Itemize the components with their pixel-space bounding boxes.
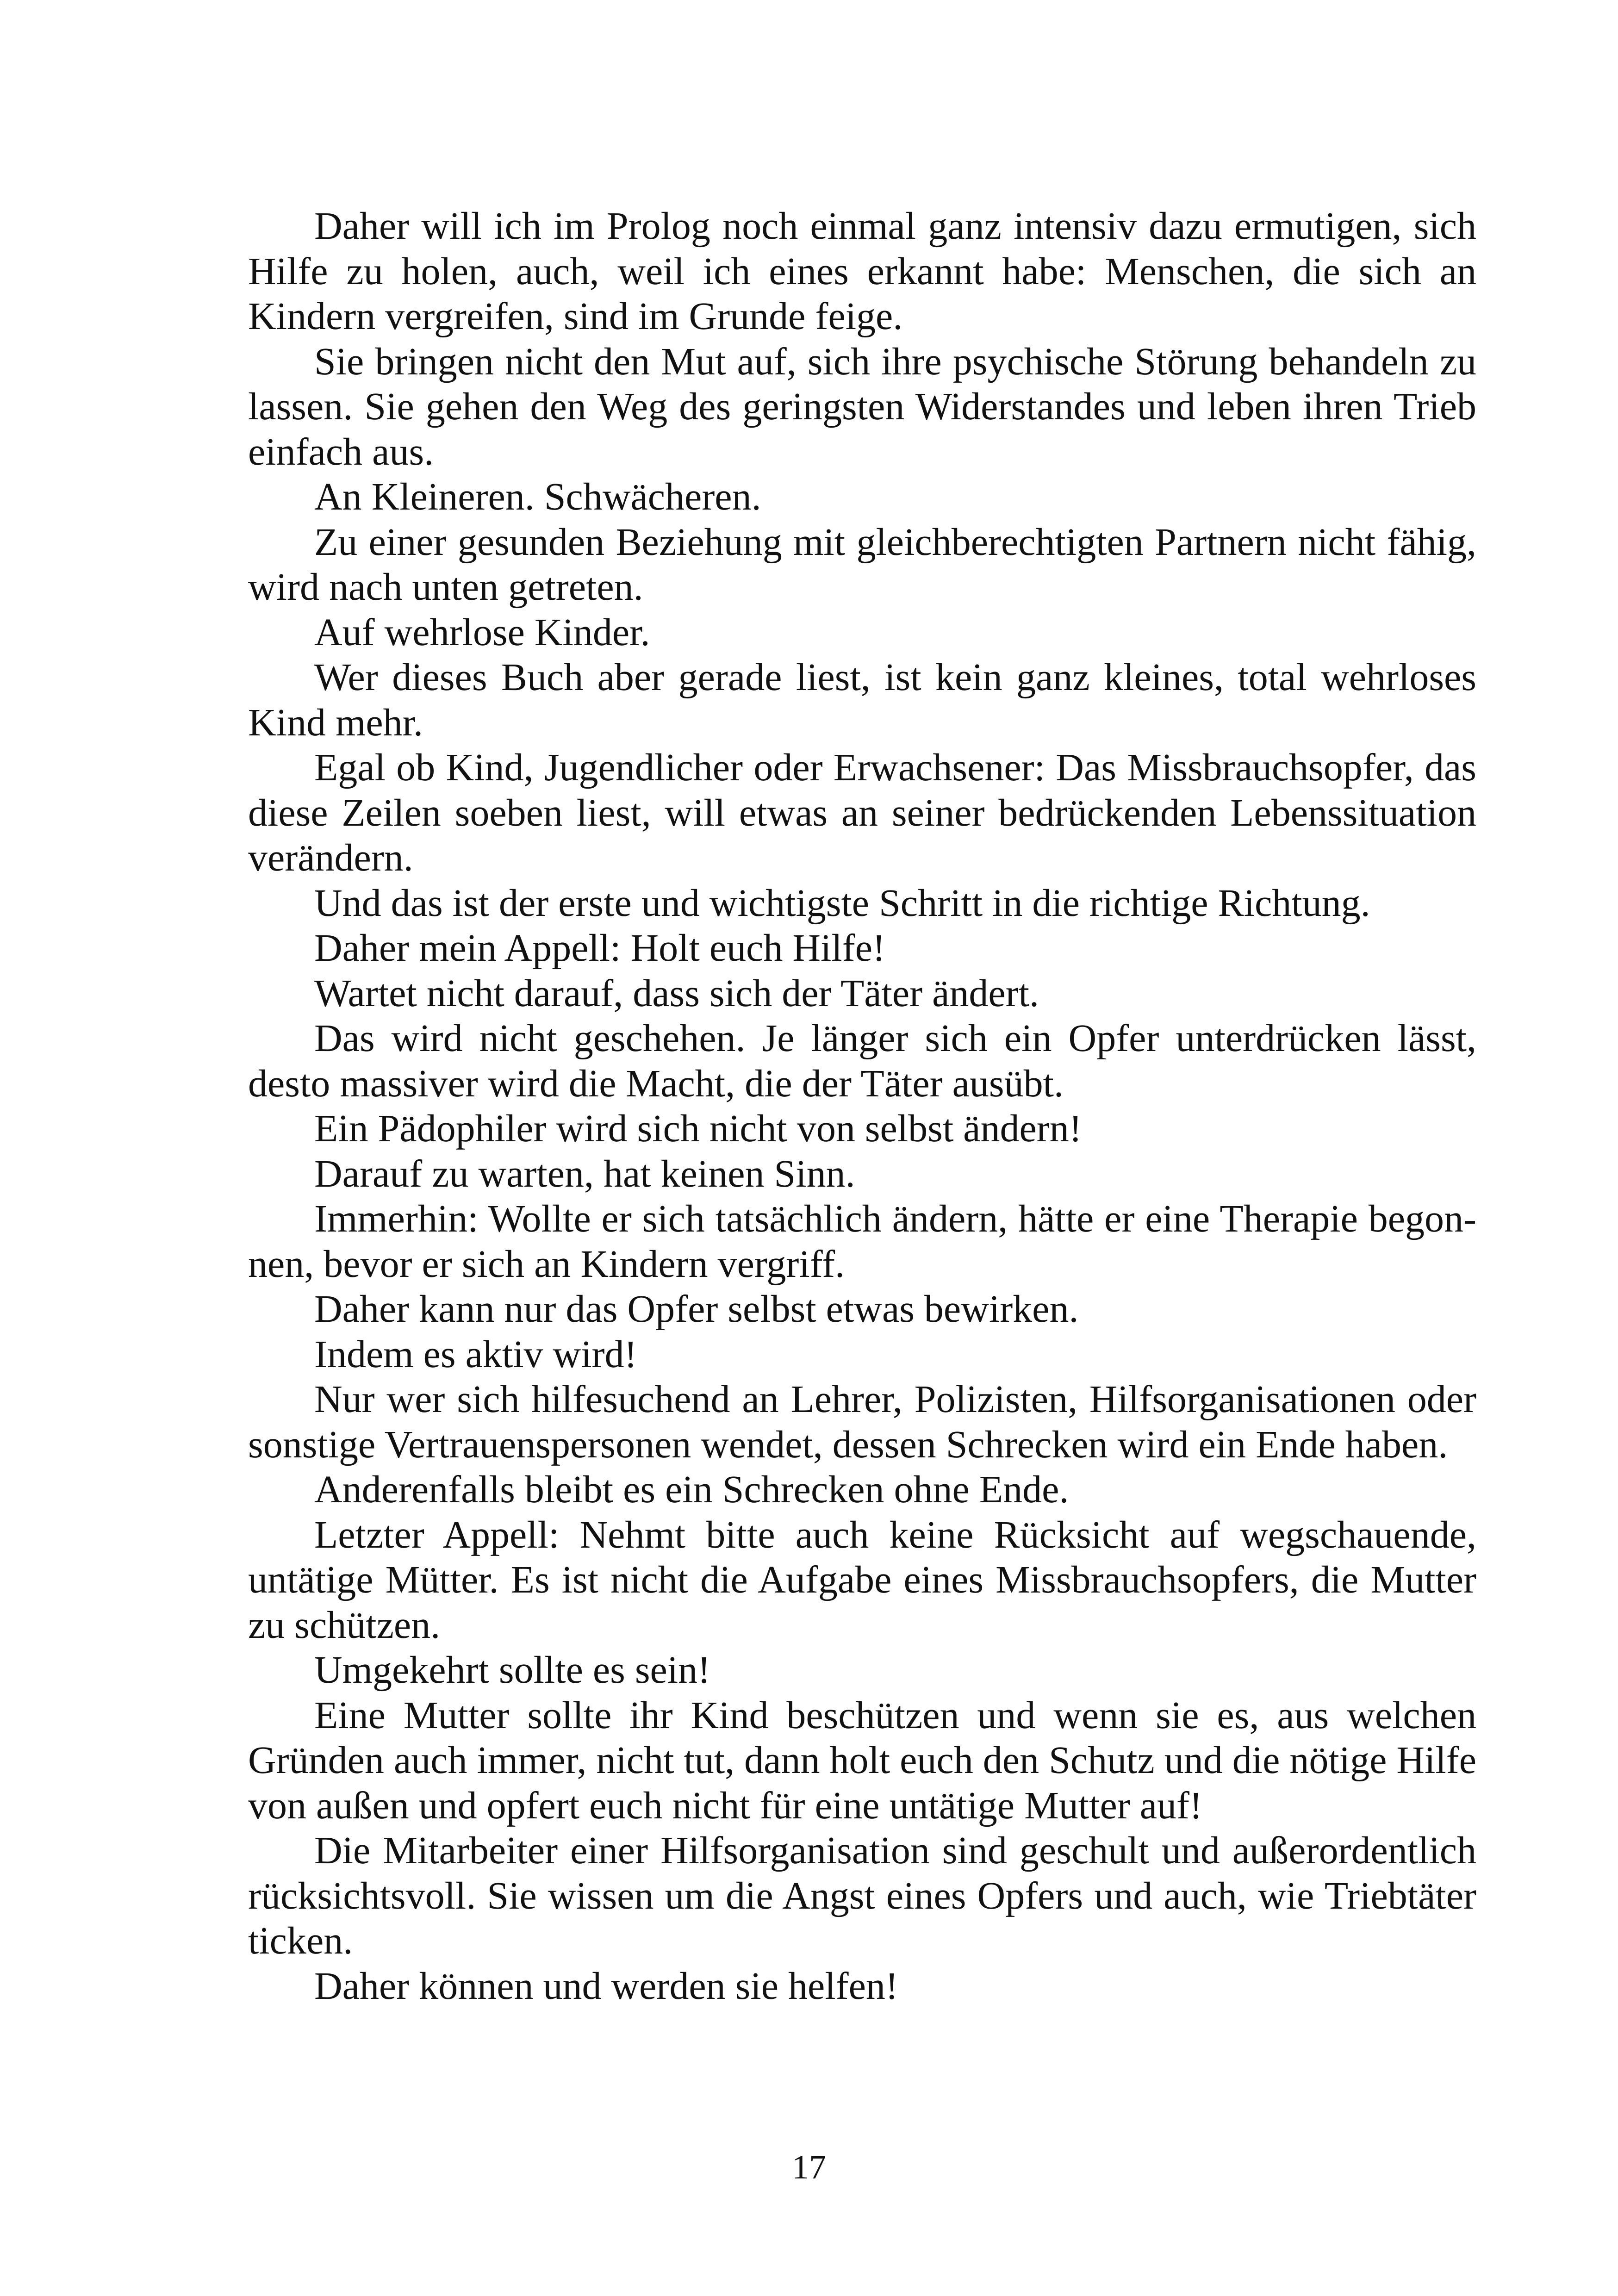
paragraph: Indem es aktiv wird! [314, 1332, 637, 1376]
paragraph: Ein Pädophiler wird sich nicht von selbst ändern! [314, 1107, 1082, 1150]
paragraph: Auf wehrlose Kinder. [314, 610, 650, 654]
paragraph: Letzter Appell: Nehmt bitte auch keine Rücksicht auf wegschauende, untätige Mütter. Es ist nicht die Aufgabe eines Missbrauchsopfers, die Mutter zu schützen. [248, 1513, 1476, 1647]
paragraph: Anderenfalls bleibt es ein Schrecken ohne Ende. [314, 1468, 1069, 1511]
paragraph: Daher können und werden sie helfen! [314, 1964, 898, 2008]
paragraph: An Kleineren. Schwächeren. [314, 475, 761, 518]
paragraph: Umgekehrt sollte es sein! [314, 1649, 711, 1692]
paragraph: Wartet nicht darauf, dass sich der Täter ändert. [314, 971, 1039, 1015]
paragraph: Wer dieses Buch aber gerade liest, ist kein ganz kleines, total wehrloses Kind mehr. [248, 656, 1476, 744]
body-text [248, 204, 1476, 2009]
paragraph: Daher mein Appell: Holt euch Hilfe! [314, 927, 885, 970]
paragraph: Egal ob Kind, Jugendlicher oder Erwachsener: Das Missbrauchsopfer, das diese Zeilen soeben liest, will etwas an seiner bedrückenden Lebenssituation verändern. [248, 746, 1476, 879]
page-number: 17 [792, 2148, 826, 2186]
paragraph: Nur wer sich hilfesuchend an Lehrer, Polizisten, Hilfsorganisationen oder sonstige Vertrauenspersonen wendet, dessen Schrecken wird ein Ende haben. [248, 1378, 1476, 1466]
paragraph: Daher kann nur das Opfer selbst etwas bewirken. [314, 1288, 1079, 1331]
paragraph: Daher will ich im Prolog noch einmal ganz intensiv dazu ermutigen, sich Hilfe zu holen, auch, weil ich eines erkannt habe: Menschen, die sich an Kindern vergreifen, sind im Grunde feige. [248, 205, 1476, 338]
paragraph: Die Mitarbeiter einer Hilfsorganisation sind geschult und außerordentlich rücksichtsvoll. Sie wissen um die Angst eines Opfers und auch, wie Triebtäter ticken. [248, 1829, 1476, 1962]
paragraph: Und das ist der erste und wichtigste Schritt in die richtige Richtung. [314, 881, 1370, 925]
paragraph: Zu einer gesunden Beziehung mit gleichberechtigten Partnern nicht fähig, wird nach unten getreten. [248, 520, 1476, 609]
paragraph: Darauf zu warten, hat keinen Sinn. [314, 1152, 855, 1195]
paragraph: Sie bringen nicht den Mut auf, sich ihre psychische Störung behandeln zu lassen. Sie gehen den Weg des geringsten Widerstandes und leben ihren Trieb einfach aus. [248, 340, 1476, 473]
paragraph: Immerhin: Wollte er sich tatsächlich ändern, hätte er eine Therapie begonnen, bevor er sich an Kindern vergriff. [248, 1197, 1476, 1286]
paragraph: Das wird nicht geschehen. Je länger sich ein Opfer unterdrücken lässt, desto massiver wird die Macht, die der Täter ausübt. [248, 1017, 1476, 1105]
paragraph: Eine Mutter sollte ihr Kind beschützen und wenn sie es, aus welchen Gründen auch immer, nicht tut, dann holt euch den Schutz und die nötige Hilfe von außen und opfert euch nicht für eine untätige Mutter auf! [248, 1693, 1476, 1827]
